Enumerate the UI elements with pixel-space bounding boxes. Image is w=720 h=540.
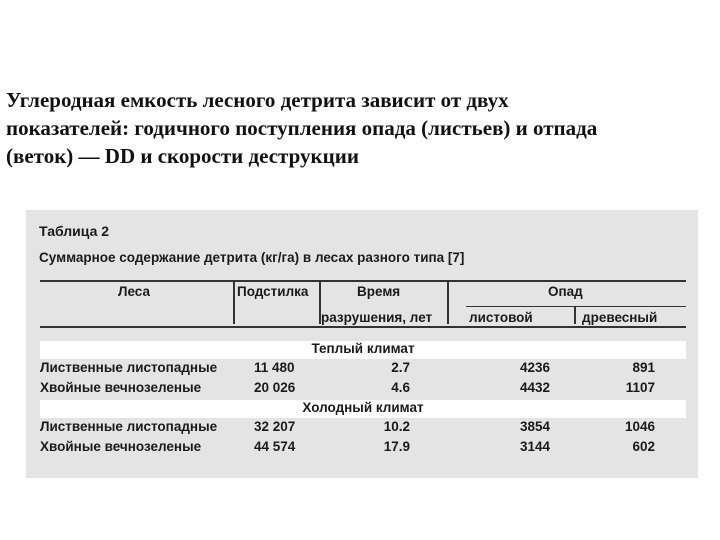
table-title: Таблица 2 [39,223,110,239]
column-divider [233,282,235,324]
cell-time: 4.6 [391,380,410,395]
cell-leaf: 3144 [519,439,550,454]
cell-litter: 44 574 [254,439,296,454]
cell-wood: 602 [632,439,655,454]
cell-leaf: 4432 [519,380,550,395]
cell-leaf: 3854 [519,419,550,434]
cell-forest: Лиственные листопадные [40,419,218,434]
fall-subheader-rule [466,306,686,307]
group-label: Холодный климат [302,400,424,415]
cell-time: 17.9 [383,439,410,454]
header-bottom-rule [40,326,686,328]
slide-heading [6,86,706,170]
col-header-time-sub: разрушения, лет [321,310,433,325]
table-row [40,360,686,378]
cell-time: 10.2 [383,419,410,434]
col-header-fall: Опад [548,284,583,299]
heading-line: (веток) — DD и скорости деструкции [6,144,359,168]
group-band-warm [40,341,686,359]
cell-forest: Хвойные вечнозеленые [40,439,202,454]
cell-wood: 1107 [625,380,655,395]
col-header-wood: древесный [582,310,658,325]
cell-wood: 1046 [624,419,655,434]
col-header-leaf: листовой [469,310,533,325]
table-row [40,439,686,457]
table-row [40,419,686,437]
cell-litter: 32 207 [254,419,296,434]
col-header-time: Время [357,284,401,299]
cell-leaf: 4236 [519,360,550,375]
detritus-table [26,210,698,478]
column-divider [447,282,449,324]
heading-line: показателей: годичного поступления опада (листьев) и отпада [6,116,598,140]
cell-time: 2.7 [391,360,410,375]
group-band-cold [40,400,686,418]
cell-wood: 891 [632,360,655,375]
table-row [40,380,686,398]
heading-line: Углеродная емкость лесного детрита зависит от двух [6,88,509,112]
column-divider [574,307,576,324]
col-header-litter: Подстилка [237,284,309,299]
cell-litter: 11 480 [254,360,295,375]
cell-forest: Лиственные листопадные [40,360,218,375]
cell-forest: Хвойные вечнозеленые [40,380,202,395]
table-caption: Суммарное содержание детрита (кг/га) в лесах разного типа [7] [39,250,465,265]
col-header-forest: Леса [118,284,150,299]
cell-litter: 20 026 [254,380,296,395]
group-label: Теплый климат [311,341,415,356]
header-top-rule [40,280,686,282]
